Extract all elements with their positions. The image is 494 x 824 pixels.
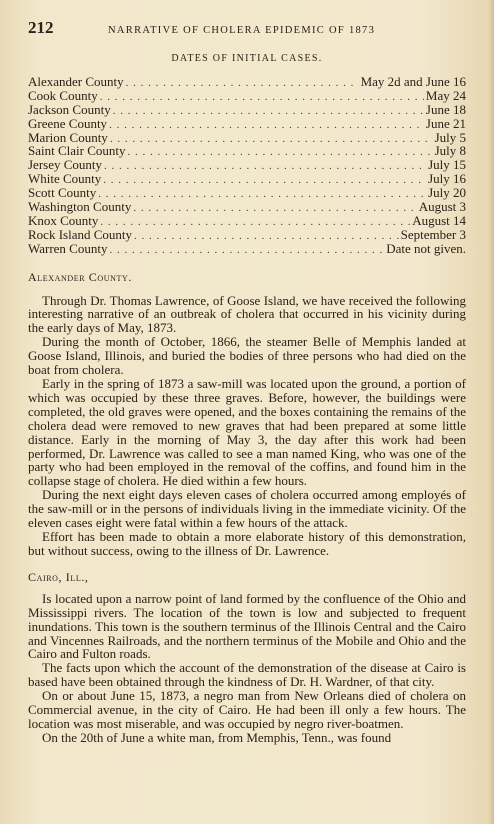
date-row — [28, 103, 466, 117]
initial-date: June 18 — [425, 101, 466, 117]
county-name: Jackson County — [28, 101, 111, 117]
paragraph: Is located upon a narrow point of land formed by the confluence of the Ohio and Mississippi rivers. The location of the town is low and subjected to frequent inundations. This town is the southern terminus of the Illinois Central and the Cairo and Vincennes Railroads, and the northern terminus of the Mobile and Ohio and the Cairo and Fulton roads. — [28, 590, 466, 662]
page-edge-shadow — [488, 0, 494, 824]
date-row — [28, 172, 466, 186]
paragraph: Effort has been made to obtain a more elaborate history of this demonstration, but without success, owing to the illness of Dr. Lawrence. — [28, 528, 466, 558]
date-row — [28, 242, 466, 256]
alexander-body — [28, 294, 466, 558]
initial-date: June 21 — [425, 115, 466, 131]
county-name: Saint Clair County — [28, 143, 126, 159]
dot-leader — [109, 119, 424, 133]
county-name: Cook County — [28, 87, 98, 103]
county-name: Rock Island County — [28, 226, 132, 242]
county-name: Knox County — [28, 212, 99, 228]
date-row — [28, 117, 466, 131]
dates-table — [28, 75, 466, 256]
initial-date: July 20 — [428, 185, 466, 201]
paragraph: During the month of October, 1866, the steamer Belle of Memphis landed at Goose Island, Illinois, and buried the bodies of three persons who had died on the boat from cholera. — [28, 334, 466, 378]
county-name: Scott County — [28, 185, 97, 201]
paragraph: During the next eight days eleven cases of cholera occurred among employés of the saw-mill or in the persons of individuals living in the immediate vicinity. Of the eleven cases eight were fatal within a few hours of the attack. — [28, 487, 466, 531]
date-row — [28, 214, 466, 228]
dot-leader — [133, 202, 416, 216]
county-name: Marion County — [28, 129, 108, 145]
dot-leader — [104, 160, 426, 174]
initial-date: August 14 — [412, 212, 466, 228]
date-row — [28, 144, 466, 158]
initial-date: September 3 — [400, 226, 466, 242]
cairo-body — [28, 592, 466, 745]
county-name: Alexander County — [28, 74, 124, 89]
dot-leader — [113, 105, 424, 119]
dot-leader — [126, 77, 359, 91]
county-name: Warren County — [28, 240, 108, 256]
initial-date: July 8 — [434, 143, 466, 159]
paragraph: On or about June 15, 1873, a negro man from New Orleans died of cholera on Commercial avenue, in the city of Cairo. He had been ill only a few hours. The location was most miserable, and was occupied by negro river-boatmen. — [28, 688, 466, 731]
page-number: 212 — [28, 18, 54, 37]
dot-leader — [128, 146, 433, 160]
running-head — [28, 18, 466, 40]
initial-date: May 2d and June 16 — [360, 74, 466, 89]
dot-leader — [98, 188, 426, 202]
date-row — [28, 131, 466, 145]
date-row — [28, 228, 466, 242]
paragraph: On the 20th of June a white man, from Memphis, Tenn., was found — [42, 729, 392, 745]
initial-date: May 24 — [425, 87, 466, 103]
county-name: Jersey County — [28, 157, 103, 173]
dot-leader — [134, 230, 399, 244]
date-row — [28, 200, 466, 214]
date-row — [28, 158, 466, 172]
county-name: Greene County — [28, 115, 108, 131]
dot-leader — [100, 91, 424, 105]
initial-date: Date not given. — [386, 240, 466, 256]
dates-heading: DATES OF INITIAL CASES. — [171, 53, 323, 64]
paragraph: The facts upon which the account of the demonstration of the disease at Cairo is based have been obtained through the kindness of Dr. H. Wardner, of that city. — [28, 660, 466, 690]
running-title: NARRATIVE OF CHOLERA EPIDEMIC OF 1873 — [108, 25, 376, 36]
alexander-heading: Alexander County. — [28, 269, 132, 284]
dot-leader — [110, 133, 433, 147]
initial-date: July 5 — [434, 129, 466, 145]
county-name: Washington County — [28, 199, 132, 215]
cairo-heading: Cairo, Ill., — [28, 569, 89, 584]
initial-date: July 16 — [428, 171, 466, 187]
paragraph: Early in the spring of 1873 a saw-mill was located upon the ground, a portion of which was occupied by these three graves. Before, however, the buildings were completed, the old graves were opened, and the boxes containing the remains of the cholera dead were removed to new graves that had been prepared at some little distance. Early in the morning of May 3, the day after this work had been performed, Dr. Lawrence was called to see a man named King, who was one of the party who had been employed in the removal of the coffins, and found him in the collapse stage of cholera. He died within a few hours. — [28, 376, 466, 489]
dot-leader — [109, 244, 384, 258]
initial-date: August 3 — [418, 199, 466, 215]
county-name: White County — [28, 171, 102, 187]
dot-leader — [103, 174, 426, 188]
date-row — [28, 75, 466, 89]
date-row — [28, 89, 466, 103]
dot-leader — [100, 216, 410, 230]
date-row — [28, 186, 466, 200]
initial-date: July 15 — [428, 157, 466, 173]
paragraph: Through Dr. Thomas Lawrence, of Goose Island, we have received the following interesting narrative of an outbreak of cholera that occurred in his vicinity during the early days of May, 1873. — [28, 292, 466, 336]
